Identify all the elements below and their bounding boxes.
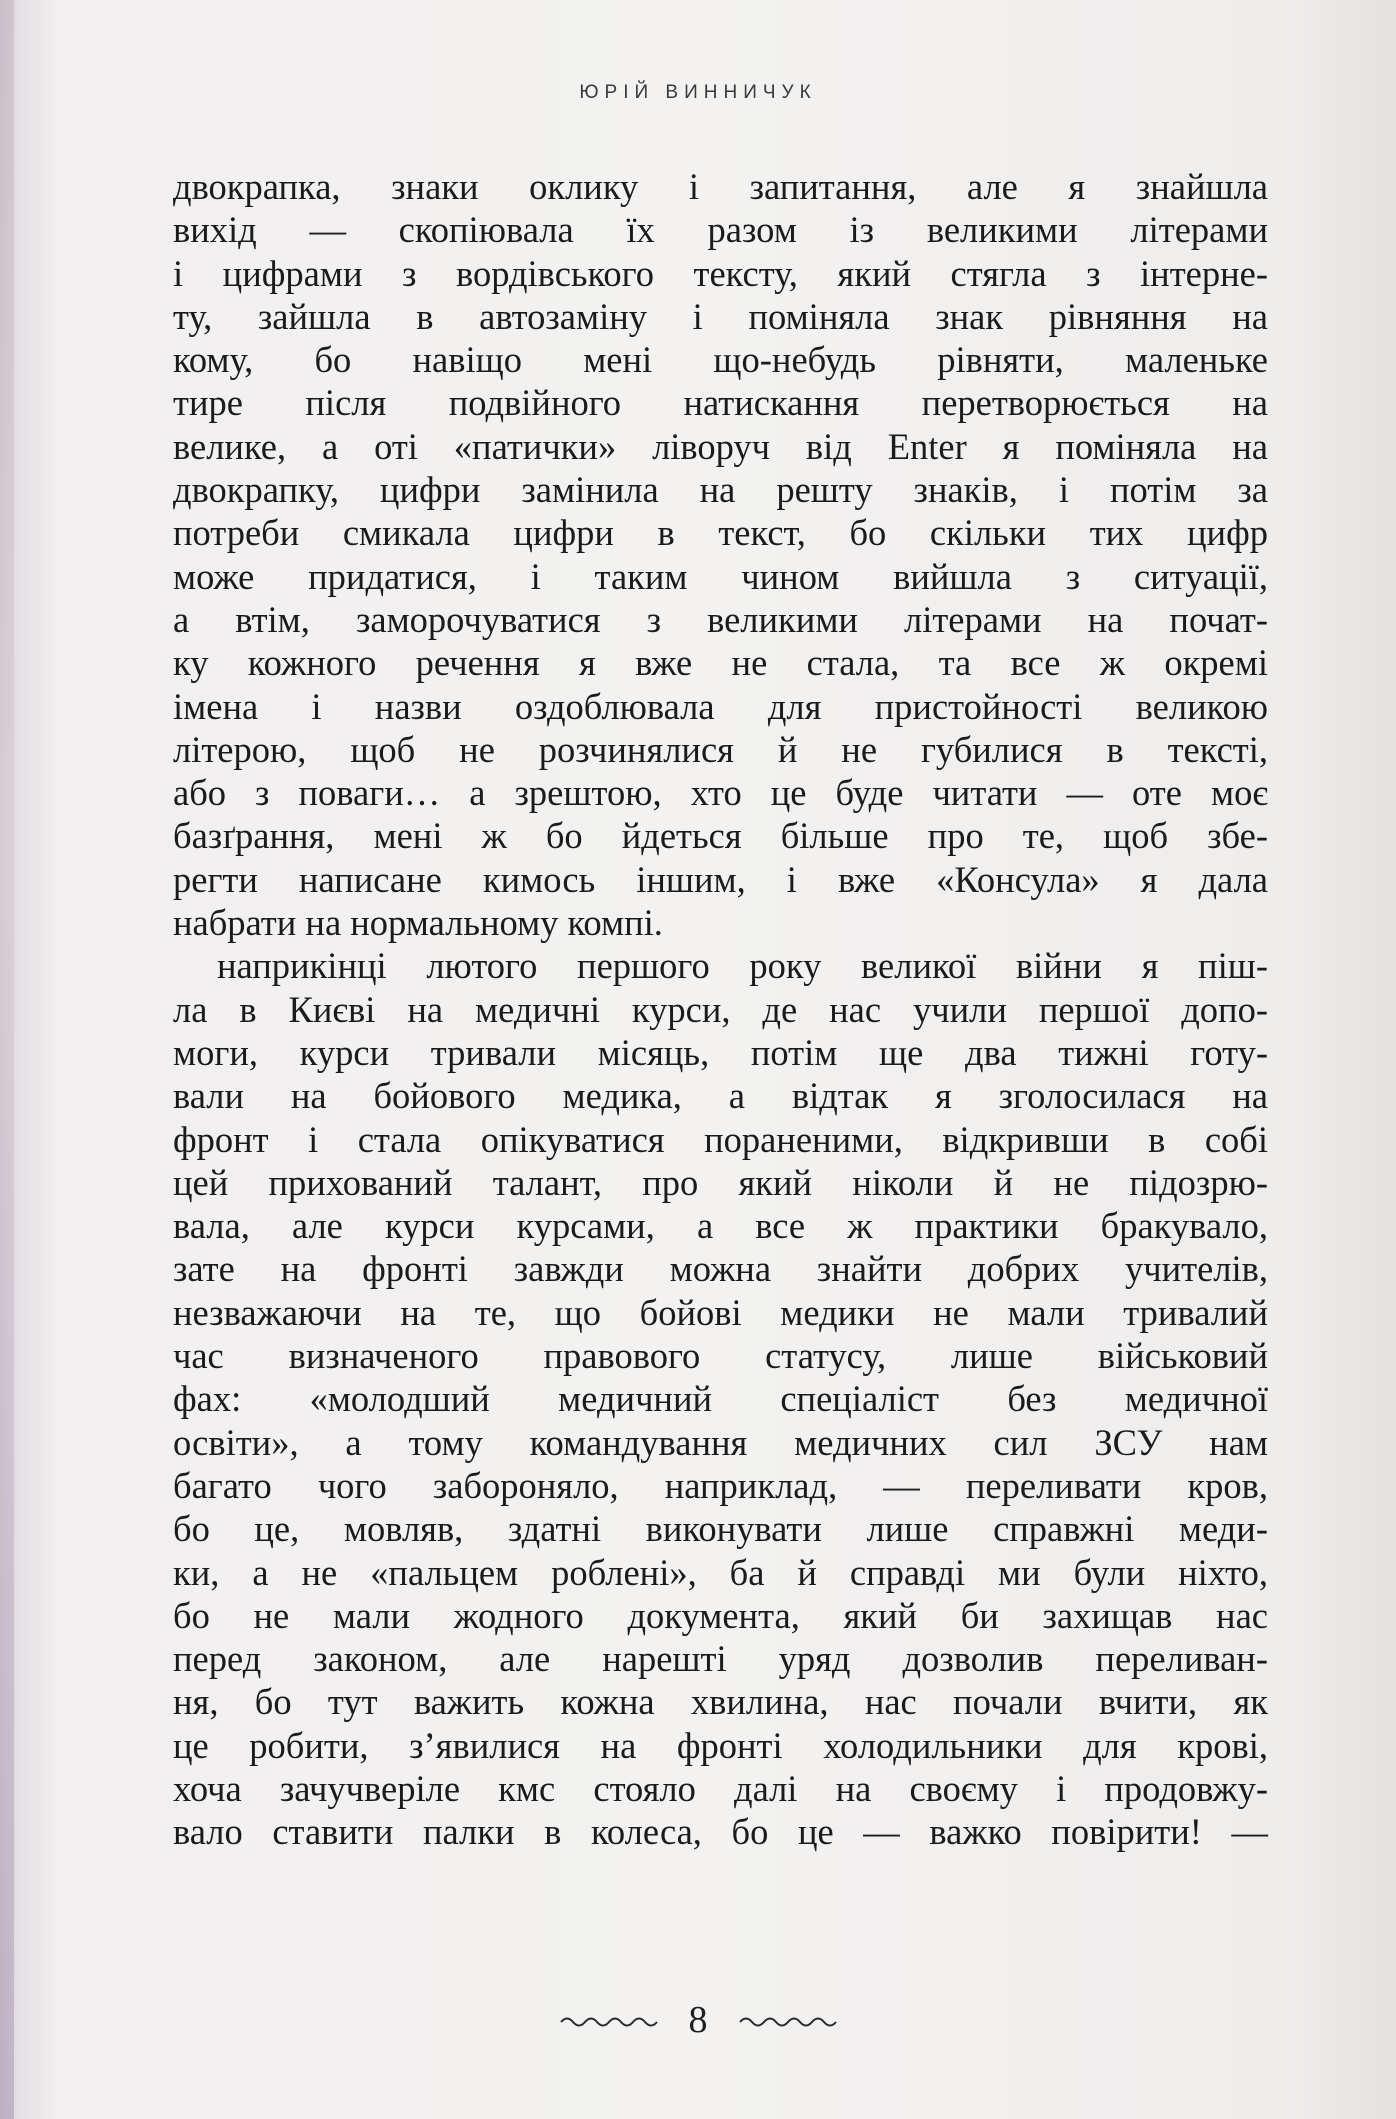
page-edge-shadow: [0, 0, 14, 2119]
text-line: фронт і стала опікуватися пораненими, відкривши в собі: [173, 1118, 1268, 1160]
text-line: або з поваги… а зрештою, хто це буде читати — оте моє: [173, 772, 1268, 814]
text-line: базґрання, мені ж бо йдеться більше про те, щоб збе-: [173, 815, 1268, 857]
text-line: вала, але курси курсами, а все ж практики бракувало,: [173, 1205, 1268, 1247]
text-line: літерою, щоб не розчинялися й не губилися в тексті,: [173, 728, 1268, 770]
text-line: ла в Києві на медичні курси, де нас учили першої допо-: [173, 988, 1268, 1030]
text-line: цей прихований талант, про який ніколи й не підозрю-: [173, 1161, 1268, 1203]
text-line: освіти», а тому командування медичних сил ЗСУ нам: [173, 1421, 1268, 1463]
text-line: потреби смикала цифри в текст, бо скільки тих цифр: [173, 512, 1268, 554]
text-line: моги, курси тривали місяць, потім ще два тижні готу-: [173, 1031, 1268, 1073]
text-line: ку кожного речення я вже не стала, та все ж окремі: [173, 642, 1268, 684]
text-line: перед законом, але нарешті уряд дозволив переливан-: [173, 1638, 1268, 1680]
text-line: і цифрами з вордівського тексту, який стягла з інтерне-: [173, 252, 1268, 294]
text-line: ки, а не «пальцем роблені», ба й справді ми були ніхто,: [173, 1551, 1268, 1593]
wave-ornament-icon: [738, 2013, 838, 2027]
text-line: ня, бо тут важить кожна хвилина, нас почали вчити, як: [173, 1681, 1268, 1723]
text-line: імена і назви оздоблювала для пристойності великою: [173, 685, 1268, 727]
text-line: двокрапку, цифри замінила на решту знаків, і потім за: [173, 469, 1268, 511]
text-line: двокрапка, знаки оклику і запитання, але я знайшла: [173, 166, 1268, 207]
page-footer: [0, 2000, 1396, 2040]
body-text: [173, 165, 1268, 1854]
text-line: вало ставити палки в колеса, бо це — важко повірити! —: [173, 1811, 1268, 1853]
text-line: незважаючи на те, що бойові медики не мали тривалий: [173, 1291, 1268, 1333]
text-line: велике, а оті «патички» ліворуч від Enter я поміняла на: [173, 425, 1268, 467]
text-line: вихід — скопіювала їх разом із великими літерами: [173, 209, 1268, 251]
text-line: кому, бо навіщо мені що-небудь рівняти, маленьке: [173, 339, 1268, 381]
text-line: фах: «молодший медичний спеціаліст без медичної: [173, 1378, 1268, 1420]
text-line: бо не мали жодного документа, який би захищав нас: [173, 1594, 1268, 1636]
text-line: ту, зайшла в автозаміну і поміняла знак рівняння на: [173, 295, 1268, 337]
text-line: тире після подвійного натискання перетворюється на: [173, 382, 1268, 424]
paragraph-end-line: набрати на нормальному компі.: [173, 902, 663, 944]
text-line: може придатися, і таким чином вийшла з ситуації,: [173, 555, 1268, 597]
page-number: 8: [688, 1999, 708, 2041]
text-line: це робити, з’явилися на фронті холодильники для крові,: [173, 1724, 1268, 1766]
text-line: регти написане кимось іншим, і вже «Консула» я дала: [173, 858, 1268, 900]
text-line: час визначеного правового статусу, лише військовий: [173, 1335, 1268, 1377]
text-line: а втім, заморочуватися з великими літерами на почат-: [173, 598, 1268, 640]
paragraph-start-line: наприкінці лютого першого року великої війни я піш-: [217, 945, 1268, 987]
running-head: ЮРІЙ ВИННИЧУК: [579, 82, 817, 103]
text-line: зате на фронті завжди можна знайти добрих учителів,: [173, 1248, 1268, 1290]
text-line: вали на бойового медика, а відтак я зголосилася на: [173, 1075, 1268, 1117]
text-line: бо це, мовляв, здатні виконувати лише справжні меди-: [173, 1508, 1268, 1550]
text-line: багато чого забороняло, наприклад, — переливати кров,: [173, 1464, 1268, 1506]
text-line: хоча зачучверіле кмс стояло далі на своєму і продовжу-: [173, 1767, 1268, 1809]
wave-ornament-icon: [559, 2013, 659, 2027]
